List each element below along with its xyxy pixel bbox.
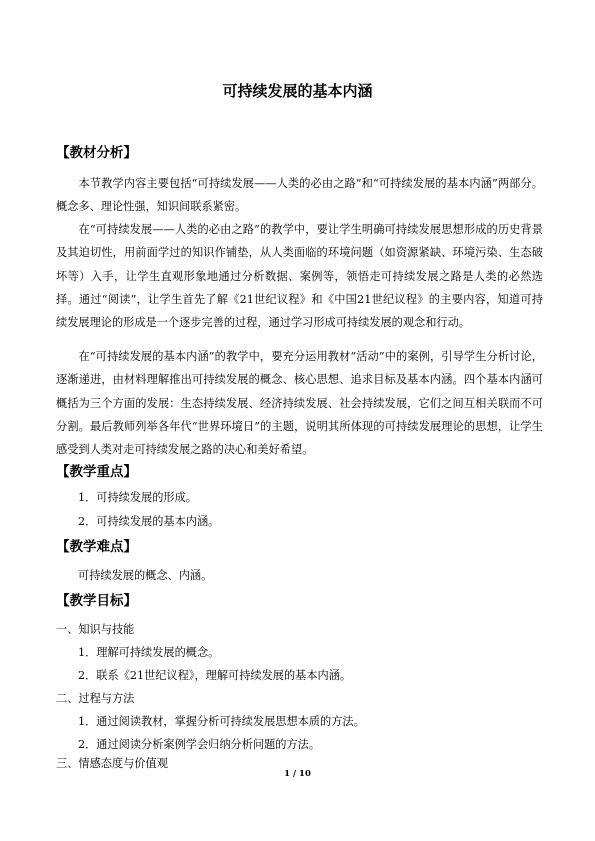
objective-group-label: 一、知识与技能	[56, 623, 135, 636]
key-point-item: 1．可持续发展的形成。	[78, 491, 197, 504]
page-number: 1 / 10	[284, 769, 311, 779]
heading-analysis: 【教材分析】	[56, 145, 137, 161]
objective-group-label: 三、情感态度与价值观	[56, 757, 168, 770]
difficulty-text: 可持续发展的概念、内涵。	[78, 569, 213, 582]
analysis-paragraph-3: 在“可持续发展的基本内涵”的教学中，要充分运用教材“活动”中的案例，引导学生分析讨论，逐渐递进，由材料理解推出可持续发展的概念、核心思想、追求目标及基本内涵。四个基本内涵可概括为三个方面的发展：生态持续发展、经济持续发展、社会持续发展，它们之间互相关联而不可分割。最后教师列举各年代“世界环境日”的主题，说明其所体现的可持续发展理论的思想，让学生感受到人类对走可持续发展之路的决心和美好希望。	[56, 350, 543, 457]
analysis-paragraph-1: 本节教学内容主要包括“可持续发展——人类的必由之路”和“可持续发展的基本内涵”两部分。概念多、理论性强，知识间联系紧密。	[56, 177, 543, 214]
heading-difficulties: 【教学难点】	[56, 539, 137, 555]
heading-key-points: 【教学重点】	[56, 464, 137, 480]
objective-item: 2．通过阅读分析案例学会归纳分析问题的方法。	[78, 738, 321, 751]
key-point-item: 2．可持续发展的基本内涵。	[78, 515, 220, 528]
objective-item: 1．通过阅读教材，掌握分析可持续发展思想本质的方法。	[78, 715, 365, 728]
analysis-paragraph-2: 在“可持续发展——人类的必由之路”的教学中，要让学生明确可持续发展思想形成的历史背景及其迫切性，用前面学过的知识作铺垫，从人类面临的环境问题（如资源紧缺、环境污染、生态破坏等）入手，让学生直观形象地通过分析数据、案例等，领悟走可持续发展之路是人类的必然选择。通过“阅读”，让学生首先了解《21世纪议程》和《中国21世纪议程》的主要内容，知道可持续发展理论的形成是一个逐步完善的过程，通过学习形成可持续发展的观念和行动。	[56, 223, 543, 330]
objective-group-label: 二、过程与方法	[56, 692, 135, 705]
objective-item: 2．联系《21世纪议程》，理解可持续发展的基本内涵。	[78, 669, 352, 682]
heading-objectives: 【教学目标】	[56, 593, 137, 609]
page-title: 可持续发展的基本内涵	[222, 82, 373, 100]
objective-item: 1．理解可持续发展的概念。	[78, 646, 220, 659]
